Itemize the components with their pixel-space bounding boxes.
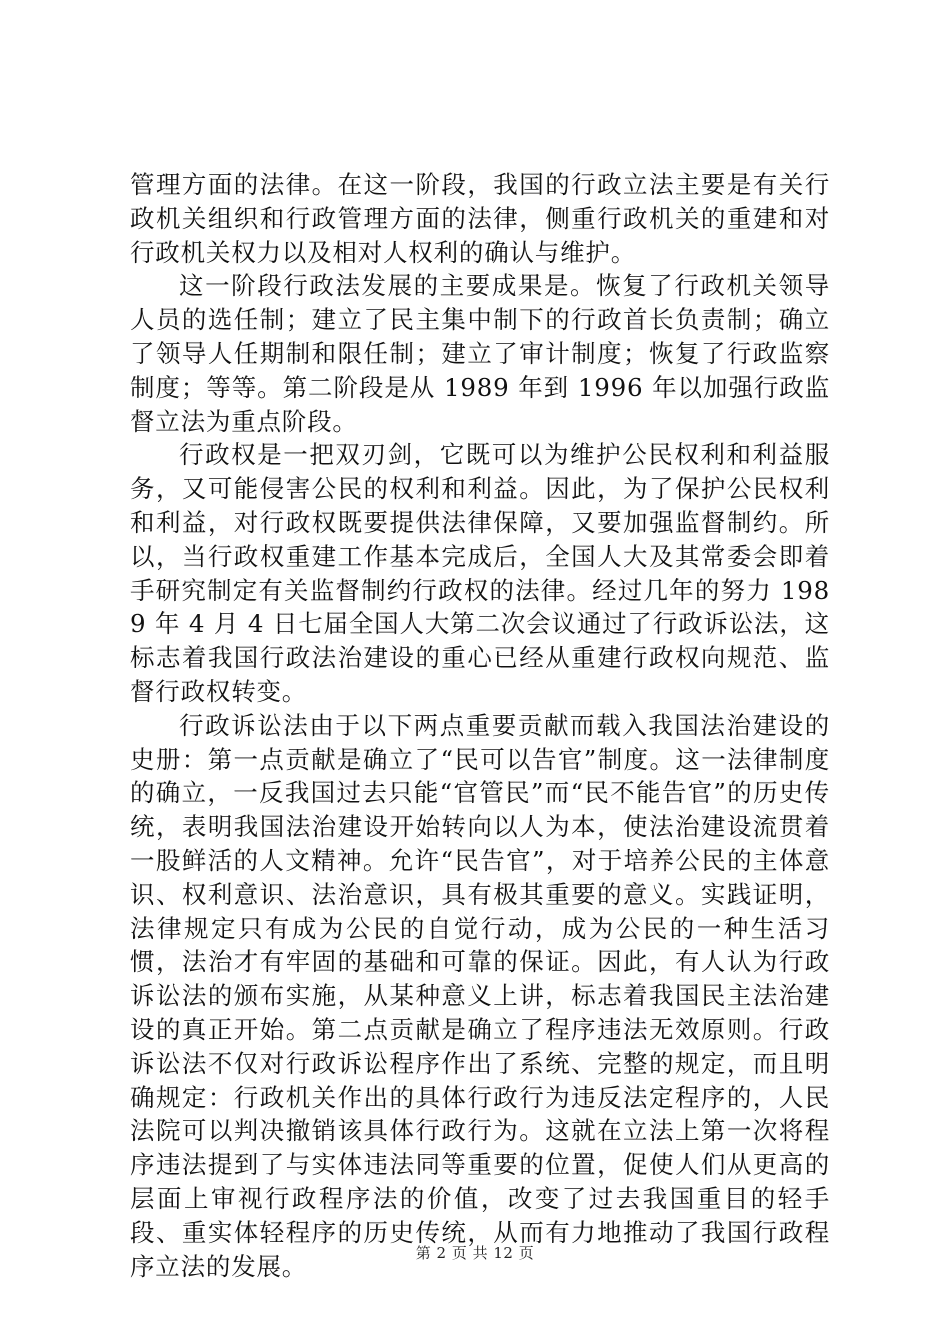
paragraph-4: 行政诉讼法由于以下两点重要贡献而载入我国法治建设的史册：第一点贡献是确立了“民可以告官”制度。这一法律制度的确立，一反我国过去只能“官管民”而“民不能告官”的历史传统，表明我国法治建设开始转向以人为本，使法治建设流贯着一股鲜活的人文精神。允许“民告官”，对于培养公民的主体意识、权利意识、法治意识，具有极其重要的意义。实践证明，法律规定只有成为公民的自觉行动，成为公民的一种生活习惯，法治才有牢固的基础和可靠的保证。因此，有人认为行政诉讼法的颁布实施，从某种意义上讲，标志着我国民主法治建设的真正开始。第二点贡献是确立了程序违法无效原则。行政诉讼法不仅对行政诉讼程序作出了系统、完整的规定，而且明确规定：行政机关作出的具体行政行为违反法定程序的，人民法院可以判决撤销该具体行政行为。这就在立法上第一次将程序违法提到了与实体违法同等重要的位置，促使人们从更高的层面上审视行政程序法的价值，改变了过去我国重目的轻手段、重实体轻程序的历史传统，从而有力地推动了我国行政程序立法的发展。 [130, 710, 830, 1281]
paragraph-3: 行政权是一把双刃剑，它既可以为维护公民权利和利益服务，又可能侵害公民的权利和利益。因此，为了保护公民权利和利益，对行政权既要提供法律保障，又要加强监督制约。所以，当行政权重建工作基本完成后，全国人大及其常委会即着手研究制定有关监督制约行政权的法律。经过几年的努力 1989 年 4 月 4 日七届全国人大第二次会议通过了行政诉讼法，这标志着我国行政法治建设的重心已经从重建行政权向规范、监督行政权转变。 [130, 440, 830, 706]
paragraph-2: 这一阶段行政法发展的主要成果是。恢复了行政机关领导人员的选任制；建立了民主集中制下的行政首长负责制；确立了领导人任期制和限任制；建立了审计制度；恢复了行政监察制度；等等。第二阶段是从 1989 年到 1996 年以加强行政监督立法为重点阶段。 [130, 271, 830, 436]
document-body [130, 168, 830, 1283]
page-footer: 第 2 页 共 12 页 [415, 1244, 535, 1262]
paragraph-1: 管理方面的法律。在这一阶段，我国的行政立法主要是有关行政机关组织和行政管理方面的法律，侧重行政机关的重建和对行政机关权力以及相对人权利的确认与维护。 [130, 170, 830, 267]
